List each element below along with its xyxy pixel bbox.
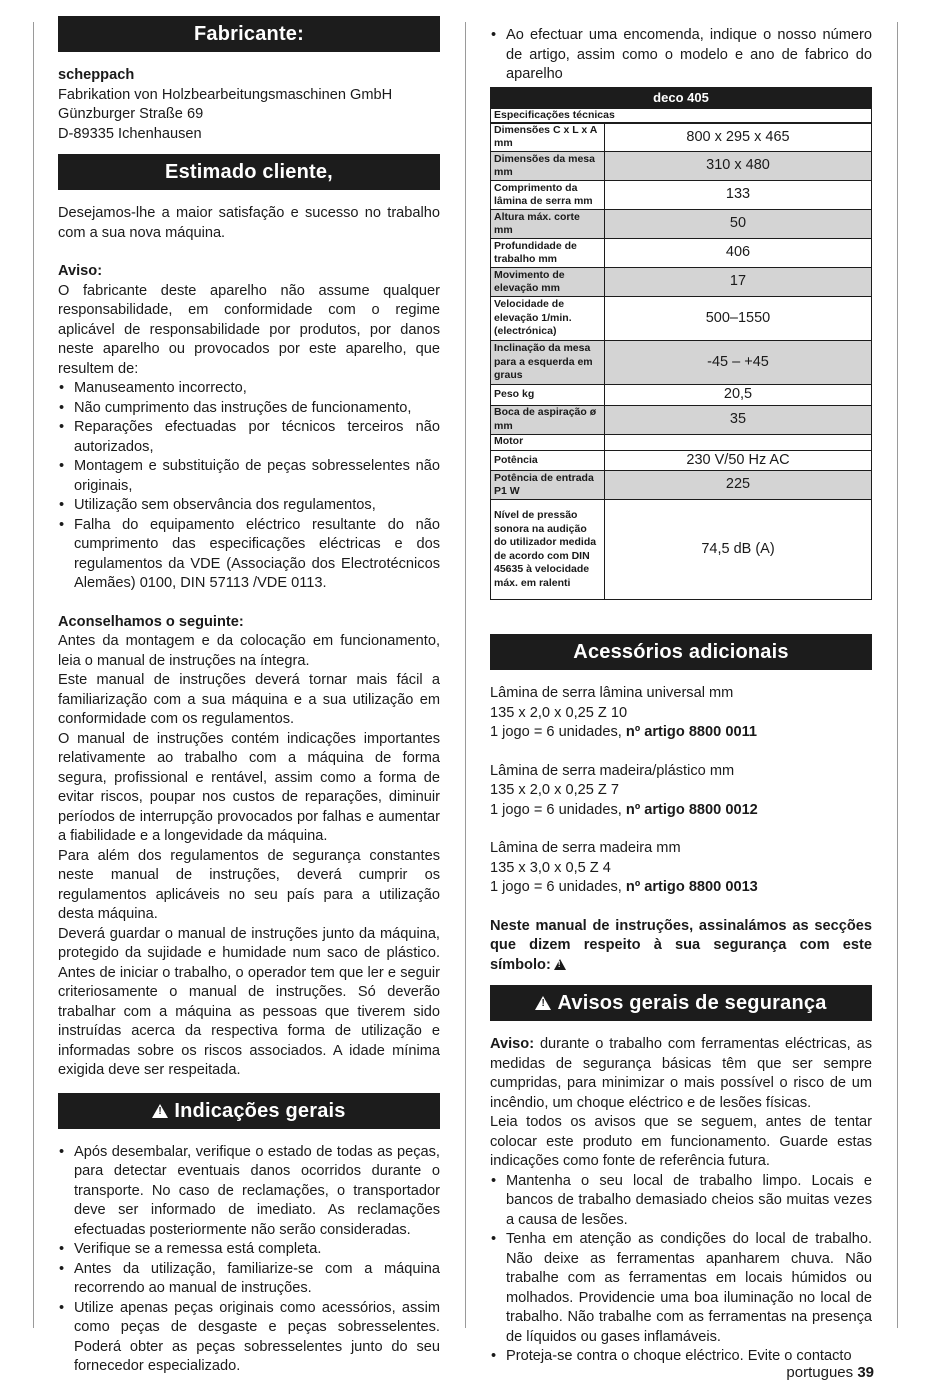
spec-label: Dimensões da mesa mm — [491, 152, 605, 181]
spec-row — [491, 500, 872, 600]
aconselhamos-label: Aconselhamos o seguinte: — [58, 613, 244, 630]
spec-value: 500–1550 — [605, 297, 872, 341]
spec-subheader: Especificações técnicas — [491, 108, 872, 123]
list-item: • Não cumprimento das instruções de funcionamento, — [58, 399, 440, 419]
spec-table — [490, 87, 872, 601]
left-column — [58, 16, 440, 1377]
safety-note — [490, 917, 872, 976]
aviso-list — [58, 379, 440, 594]
spec-row — [491, 268, 872, 297]
warning-triangle-icon — [554, 959, 566, 970]
list-item: • Verifique se a remessa está completa. — [58, 1240, 440, 1260]
spec-value: 406 — [605, 239, 872, 268]
accessory-set: 1 jogo = 6 unidades, — [490, 801, 622, 818]
warning-triangle-icon — [535, 996, 551, 1010]
accessory-order — [490, 723, 872, 743]
estimado-heading: Estimado cliente, — [58, 154, 440, 190]
spec-value — [605, 434, 872, 450]
accessory-name: Lâmina de serra lâmina universal mm — [490, 685, 734, 701]
spec-label: Nível de pressão sonora na audição do utilizador medida de acordo com DIN 45635 à velocidade máx. em ralenti — [491, 500, 605, 600]
list-item: • Reparações efectuadas por técnicos terceiros não autorizados, — [58, 418, 440, 457]
aviso-paragraph: O fabricante deste aparelho não assume qualquer responsabilidade, em conformidade com o regime aplicável de responsabilidade por produtos, por danos neste aparelho ou provocados por este aparelho, que resultem de: — [58, 282, 440, 377]
accessory-dims: 135 x 2,0 x 0,25 Z 7 — [490, 782, 619, 798]
list-item: • Antes da utilização, familiarize-se com a máquina recorrendo ao manual de instruções. — [58, 1260, 440, 1299]
spec-label: Dimensões C x L x A mm — [491, 123, 605, 152]
aconselhamos-paragraph: O manual de instruções contém indicações importantes relativamente ao trabalho com a máquina de forma segura, profissional e rentável, assim como a forma de evitar riscos, poupar nos custos de reparações, diminuir períodos de interrupção provocados por falhas e aumentar a fiabilidade e a longevidade da máquina. — [58, 730, 440, 844]
list-item: • Após desembalar, verifique o estado de todas as peças, para detectar eventuais danos ocorridos durante o transporte. No caso de reclamações, o transportador deve ser informado de imediato. As reclamações efectuadas posteriormente não serão consideradas. — [58, 1143, 440, 1241]
spec-row — [491, 181, 872, 210]
spec-row — [491, 385, 872, 406]
aconselhamos-paragraph: Antes da montagem e da colocação em funcionamento, leia o manual de instruções na íntegra. — [58, 633, 440, 669]
column-rule-right — [897, 22, 898, 1328]
warning-triangle-icon — [152, 1104, 168, 1118]
accessory-item — [490, 684, 872, 743]
manufacturer-line: Günzburger Straße 69 — [58, 106, 204, 122]
accessory-article: nº artigo 8800 0012 — [625, 801, 758, 818]
avisos-label: Aviso: — [490, 1036, 535, 1052]
spec-row — [491, 471, 872, 500]
spec-label: Motor — [491, 434, 605, 450]
order-list — [490, 26, 872, 85]
spec-label: Velocidade de elevação 1/min. (electrónica) — [491, 297, 605, 341]
avisos-text: durante o trabalho com ferramentas eléctricas, as medidas de segurança básicas têm que ser sempre cumpridas, para minimizar o mais possível o risco de um incêndio, um choque eléctrico e de lesões físicas. — [490, 1036, 872, 1111]
spec-table-header — [491, 87, 872, 108]
accessory-set: 1 jogo = 6 unidades, — [490, 879, 622, 895]
indicacoes-list — [58, 1143, 440, 1377]
list-item: • Montagem e substituição de peças sobresselentes não originais, — [58, 457, 440, 496]
accessory-item — [490, 762, 872, 821]
accessory-name: Lâmina de serra madeira mm — [490, 840, 681, 856]
spec-label: Movimento de elevação mm — [491, 268, 605, 297]
column-rule-left — [33, 22, 34, 1328]
avisos-heading — [490, 985, 872, 1021]
manufacturer-brand: scheppach — [58, 67, 135, 83]
accessory-article: nº artigo 8800 0013 — [625, 879, 758, 895]
aconselhamos-paragraph: Para além dos regulamentos de segurança constantes neste manual de instruções, deverá cumprir os regulamentos aplicáveis no seu país para a utilização desta máquina. — [58, 847, 440, 922]
aconselhamos-paragraph: Deverá guardar o manual de instruções junto da máquina, protegido da sujidade e humidade num saco de plástico. Antes de iniciar o trabalho, o operador tem que ler e seguir criteriosamente o manual de instruções. Só deverão trabalhar com a máquina as pessoas que tiverem sido instruídas acerca da respectiva forma de utilização e informadas sobre os riscos associados. A idade mínima exigida deve ser respeitada. — [58, 925, 440, 1078]
list-item: • Mantenha o seu local de trabalho limpo. Locais e bancos de trabalho demasiado cheios são muitas vezes a causa de lesões. — [490, 1172, 872, 1231]
list-item: • Ao efectuar uma encomenda, indique o nosso número de artigo, assim como o modelo e ano de fabrico do aparelho — [490, 26, 872, 85]
spec-label: Altura máx. corte mm — [491, 210, 605, 239]
spec-row — [491, 450, 872, 471]
spec-row — [491, 434, 872, 450]
spec-value: 225 — [605, 471, 872, 500]
spec-label: Peso kg — [491, 385, 605, 406]
footer-language: portugues — [786, 1364, 854, 1381]
page-number: 39 — [857, 1364, 874, 1381]
avisos-heading-text: Avisos gerais de segurança — [557, 992, 827, 1014]
spec-row — [491, 152, 872, 181]
list-item: • Falha do equipamento eléctrico resultante do não cumprimento das especificações eléctricas e dos regulamentos da VDE (Associação dos Electrotécnicos Alemães) 0100, DIN 57113 /VDE 0113. — [58, 516, 440, 594]
spec-row — [491, 210, 872, 239]
avisos-paragraph-2: Leia todos os avisos que se seguem, antes de tentar colocar este produto em funcionamento. Guarde estas indicações como fonte de referência futura. — [490, 1114, 872, 1169]
spec-value: 230 V/50 Hz AC — [605, 450, 872, 471]
safety-note-text: Neste manual de instruções, assinalámos as secções que dizem respeito à sua segurança com este símbolo: — [490, 917, 872, 973]
spec-label: Profundidade de trabalho mm — [491, 239, 605, 268]
accessory-dims: 135 x 3,0 x 0,5 Z 4 — [490, 859, 611, 876]
spec-row — [491, 341, 872, 385]
spec-label: Comprimento da lâmina de serra mm — [491, 181, 605, 210]
accessory-set: 1 jogo = 6 unidades, — [490, 724, 622, 740]
aviso-label: Aviso: — [58, 263, 103, 279]
accessory-item — [490, 839, 872, 898]
spec-label: Boca de aspiração ø mm — [491, 405, 605, 434]
list-item: • Utilização sem observância dos regulamentos, — [58, 496, 440, 516]
aconselhamos-paragraph: Este manual de instruções deverá tornar mais fácil a familiarização com a sua máquina e a sua utilização em conformidade com os regulamentos. — [58, 672, 440, 727]
spec-subheader-row — [491, 108, 872, 123]
fabricante-heading: Fabricante: — [58, 16, 440, 52]
accessory-dims: 135 x 2,0 x 0,25 Z 10 — [490, 704, 628, 721]
spec-value: 133 — [605, 181, 872, 210]
page-footer — [786, 1363, 874, 1383]
list-item: • Utilize apenas peças originais como acessórios, assim como peças de desgaste e peças sobresselentes. Poderá obter as peças sobresselentes junto do seu fornecedor especializado. — [58, 1299, 440, 1377]
spec-value: 800 x 295 x 465 — [605, 123, 872, 152]
list-item: • Tenha em atenção as condições do local de trabalho. Não deixe as ferramentas apanharem chuva. Não trabalhe com as ferramentas em locais húmidos ou molhados. Providencie uma boa iluminação no local de trabalho. Não trabalhe com as ferramentas na presença de líquidos ou gases inflamáveis. — [490, 1230, 872, 1347]
right-column — [490, 26, 872, 1367]
spec-value: 35 — [605, 405, 872, 434]
spec-value: 50 — [605, 210, 872, 239]
spec-row — [491, 123, 872, 152]
manufacturer-line: D-89335 Ichenhausen — [58, 125, 202, 142]
spec-value: 310 x 480 — [605, 152, 872, 181]
spec-table-body — [491, 123, 872, 600]
list-item: • Manuseamento incorrecto, — [58, 379, 440, 399]
avisos-paragraph — [490, 1035, 872, 1113]
spec-model: deco 405 — [491, 87, 872, 108]
spec-value: -45 – +45 — [605, 341, 872, 385]
accessory-order — [490, 801, 872, 821]
accessory-article: nº artigo 8800 0011 — [625, 724, 757, 740]
list-item: • Proteja-se contra o choque eléctrico. Evite o contacto — [490, 1347, 872, 1367]
spec-label: Potência — [491, 450, 605, 471]
manufacturer-line: Fabrikation von Holzbearbeitungsmaschinen GmbH — [58, 86, 393, 103]
column-rule-middle — [465, 22, 466, 1328]
spec-label: Potência de entrada P1 W — [491, 471, 605, 500]
spec-row — [491, 405, 872, 434]
avisos-list — [490, 1172, 872, 1367]
spec-value: 17 — [605, 268, 872, 297]
spec-row — [491, 297, 872, 341]
spec-row — [491, 239, 872, 268]
greeting-paragraph: Desejamos-lhe a maior satisfação e sucesso no trabalho com a sua nova máquina. — [58, 205, 440, 241]
spec-value: 74,5 dB (A) — [605, 500, 872, 600]
indicacoes-heading-text: Indicações gerais — [174, 1099, 346, 1122]
accessory-name: Lâmina de serra madeira/plástico mm — [490, 762, 735, 779]
spec-label: Inclinação da mesa para a esquerda em graus — [491, 341, 605, 385]
indicacoes-heading — [58, 1093, 440, 1129]
spec-value: 20,5 — [605, 385, 872, 406]
acessorios-heading: Acessórios adicionais — [490, 634, 872, 670]
accessory-order — [490, 878, 872, 898]
